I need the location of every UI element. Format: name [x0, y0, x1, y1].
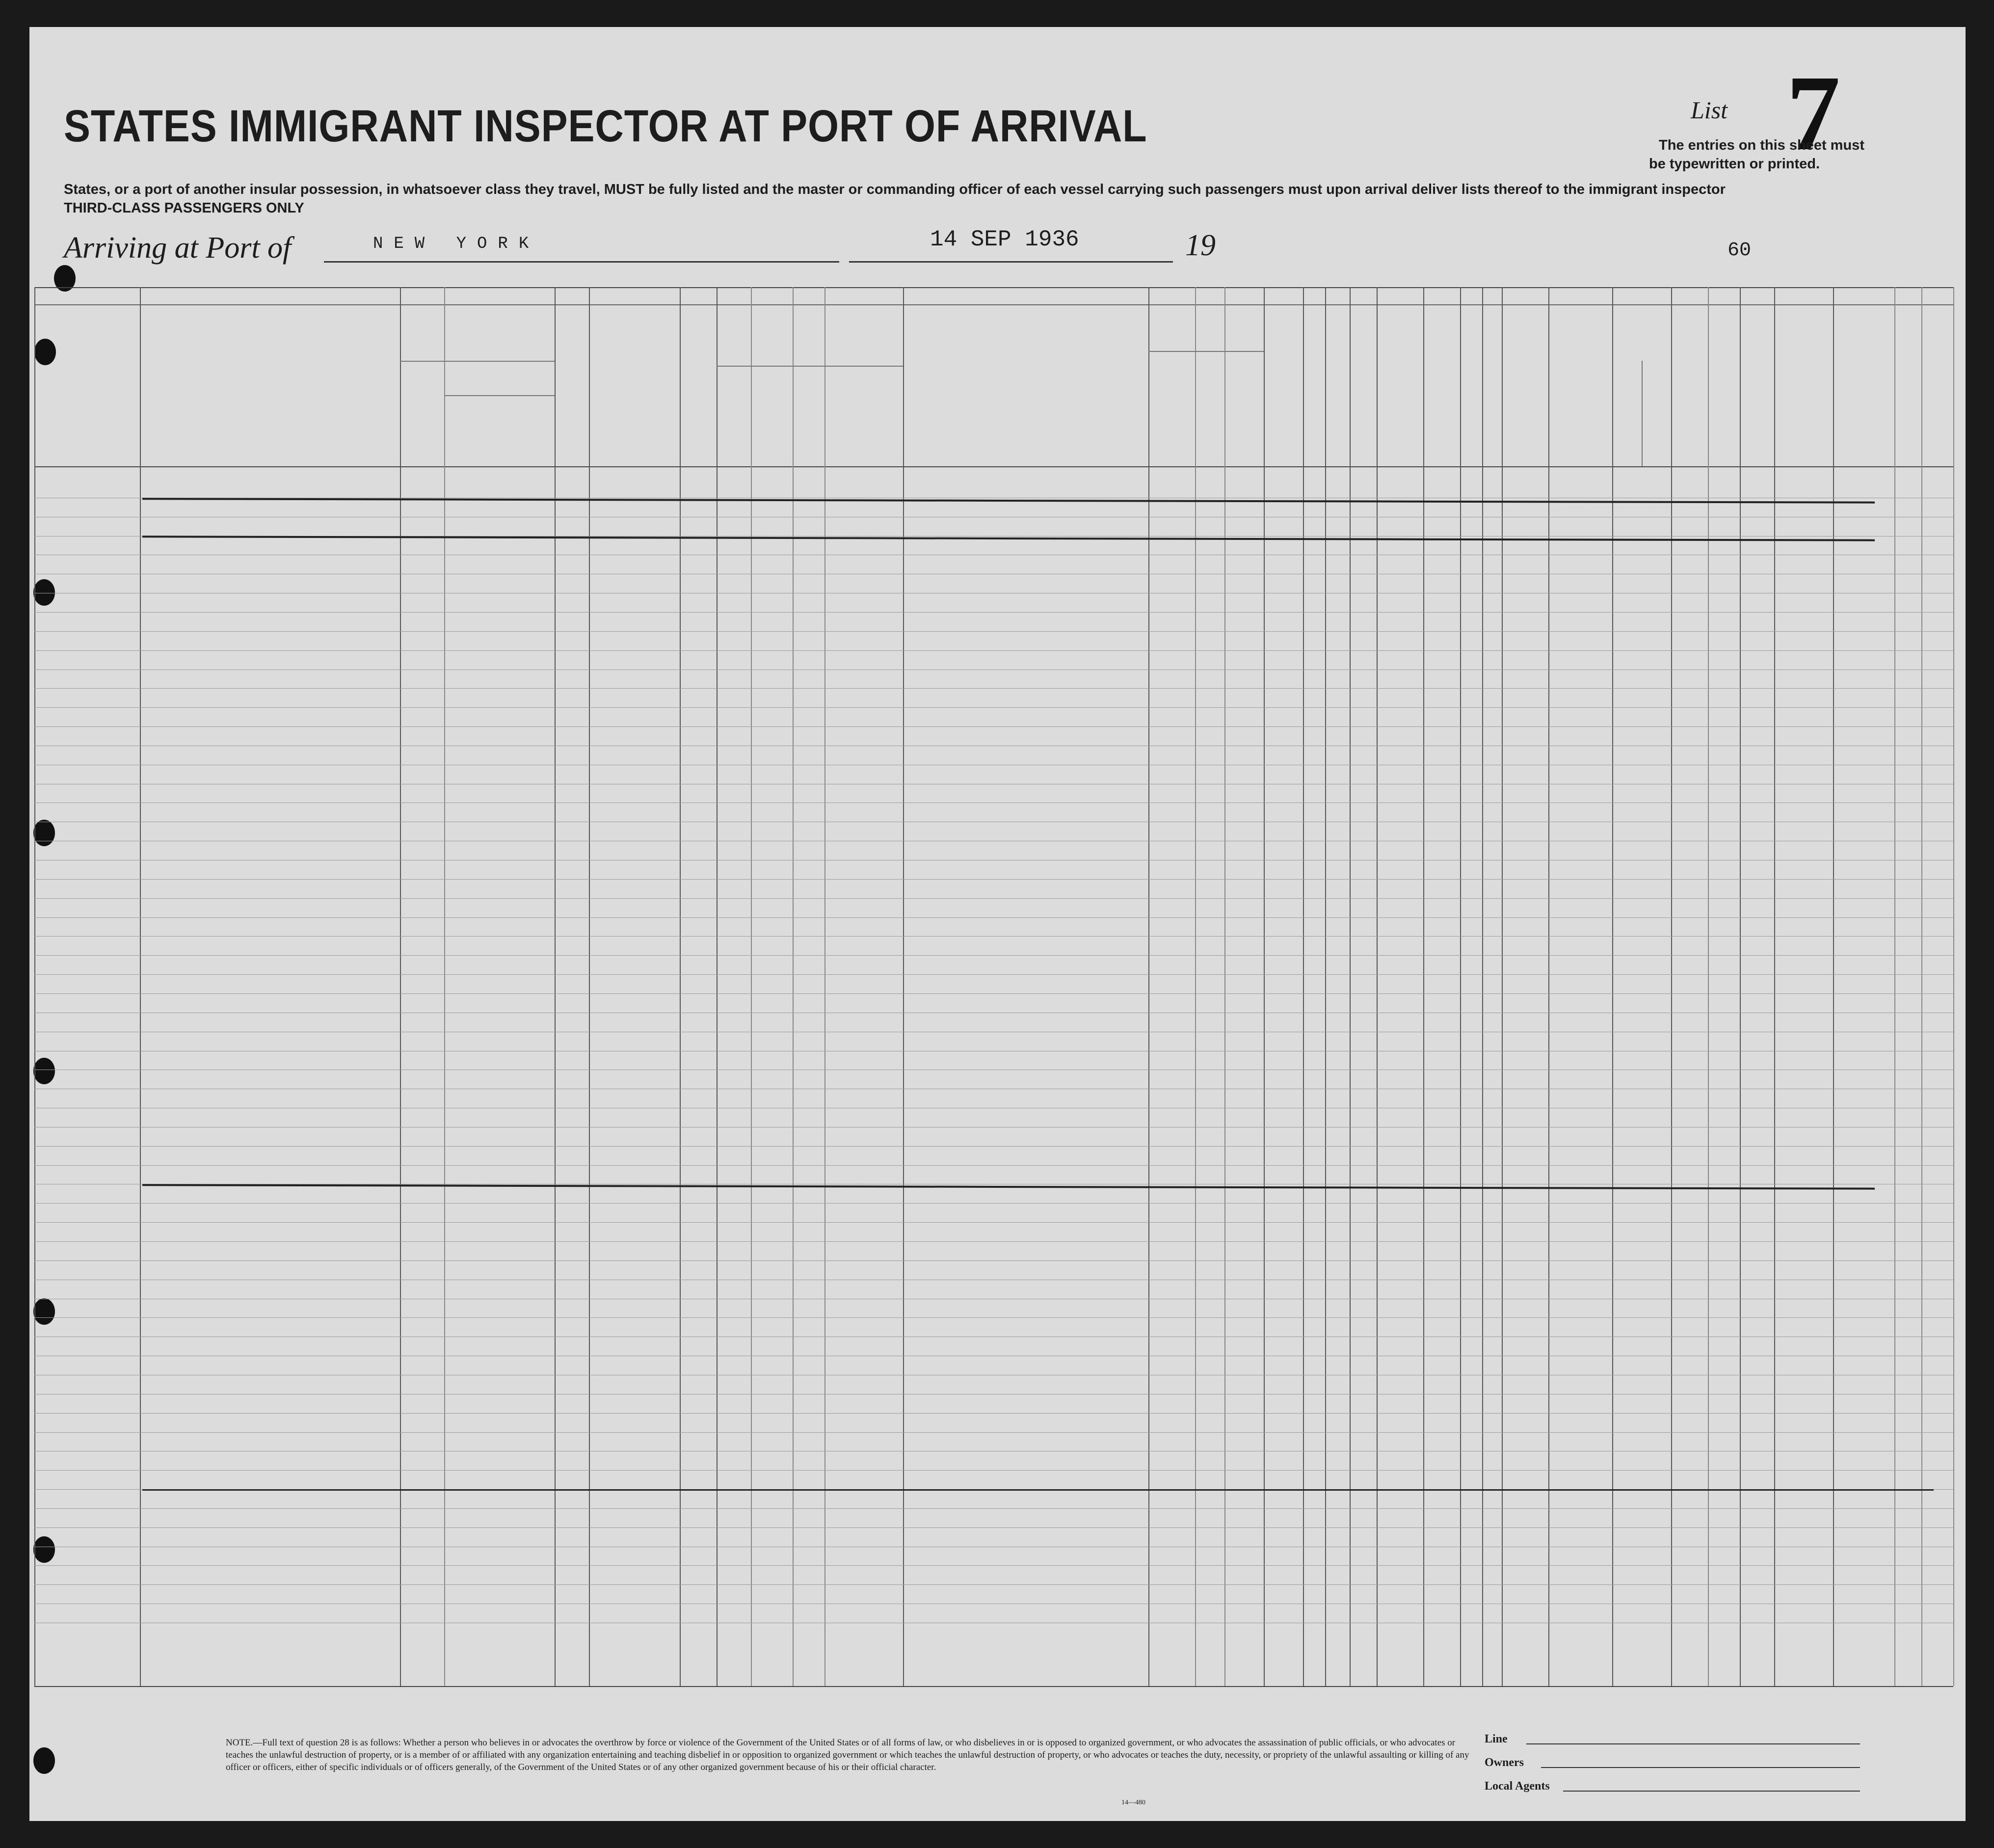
header-prison	[1266, 324, 1301, 461]
rule-line	[34, 612, 1953, 613]
typewritten-instruction-2: be typewritten or printed.	[1649, 156, 1820, 172]
rule-line	[34, 726, 1953, 727]
line-label: Line	[1485, 1733, 1508, 1745]
column-divider	[444, 287, 445, 1686]
binder-hole	[33, 820, 55, 846]
port-underline	[324, 261, 839, 263]
rule-line	[34, 650, 1953, 651]
rule-line	[34, 1165, 1953, 1166]
column-divider	[717, 287, 718, 1686]
rule-line	[34, 1146, 1953, 1147]
column-divider	[1350, 287, 1351, 1686]
subrule	[1148, 351, 1264, 352]
column-divider	[751, 287, 752, 1686]
rule-line	[34, 1413, 1953, 1414]
binder-hole	[33, 1298, 55, 1325]
subrule	[400, 361, 555, 362]
owners-field[interactable]	[1541, 1767, 1860, 1768]
line-field[interactable]	[1526, 1743, 1860, 1744]
column-divider	[589, 287, 590, 1686]
column-divider	[1548, 287, 1549, 1686]
footnote-q28: NOTE.—Full text of question 28 is as follows: Whether a person who believes in or advocates the overthrow by force or violence of the Government of the United States or of all forms of law, or who disbelieves in or is opposed to organized government, or who advocates the assassination of public officials, or who advocates or teaches the unlawful destruction of property, or is a member of or affiliated with any organization entertaining and teaching disbelief in or opposition to organized government or which teaches the unlawful destruction of property, or who advocates or teaches the duty, necessity, or propriety of the unlawful assaulting or killing of any officer or officers, either of specific individuals or of officers generally, of the Government of the United States or of any other organized government because of his or their official character.	[226, 1738, 1469, 1772]
document-title: STATES IMMIGRANT INSPECTOR AT PORT OF ARRIVAL	[64, 101, 1147, 151]
column-divider	[1921, 287, 1922, 1686]
column-divider	[140, 287, 141, 1686]
rule-line	[34, 1317, 1953, 1318]
rule-line	[34, 1470, 1953, 1471]
column-divider	[1740, 287, 1741, 1686]
rule-line	[34, 688, 1953, 689]
column-divider	[1708, 287, 1709, 1686]
column-divider	[903, 287, 904, 1686]
binder-hole	[34, 339, 56, 365]
rule-line	[34, 1241, 1953, 1242]
rule-line	[34, 1508, 1953, 1509]
form-code: 14—480	[1121, 1799, 1145, 1806]
column-divider	[1953, 287, 1954, 1686]
rule-line	[34, 955, 1953, 956]
rule-line	[34, 917, 1953, 918]
column-divider	[1264, 287, 1265, 1686]
local-agents-label: Local Agents	[1485, 1780, 1550, 1793]
column-divider	[680, 287, 681, 1686]
binder-hole	[33, 1536, 55, 1563]
table-top-border	[34, 287, 1953, 288]
list-number: 7	[1786, 53, 1840, 173]
binder-hole	[33, 1058, 55, 1084]
column-divider	[1502, 287, 1503, 1686]
column-divider	[1224, 287, 1225, 1686]
rule-line	[34, 974, 1953, 975]
header-bottom-border	[34, 466, 1953, 467]
column-divider	[1195, 287, 1196, 1686]
header-purpose-c	[1227, 356, 1261, 464]
date-underline	[849, 261, 1173, 263]
column-divider	[1482, 287, 1483, 1686]
header-overthrow	[1355, 324, 1421, 464]
column-divider	[1774, 287, 1775, 1686]
column-divider	[34, 287, 35, 1686]
rule-line	[34, 1432, 1953, 1433]
rule-line	[34, 898, 1953, 899]
typewritten-instruction: The entries on this sheet must	[1659, 137, 1864, 153]
rule-line	[34, 1527, 1953, 1528]
passenger-class: THIRD-CLASS PASSENGERS ONLY	[64, 200, 304, 216]
rule-line	[34, 879, 1953, 880]
document-subtitle: States, or a port of another insular possession, in whatsoever class they travel, MUST be fully listed and the master or commanding officer of each vessel carrying such passengers must upon arrival deliver lists thereof to the immigrant inspector	[64, 182, 1726, 197]
list-label: List	[1691, 96, 1728, 124]
subrule	[717, 366, 903, 367]
rule-line	[34, 631, 1953, 632]
header-arrested	[1485, 324, 1500, 464]
column-divider	[1303, 287, 1304, 1686]
rule-line	[34, 707, 1953, 708]
arriving-label: Arriving at Port of	[64, 231, 292, 265]
rule-line	[34, 1584, 1953, 1585]
header-deported	[1462, 324, 1480, 464]
column-divider	[1148, 287, 1149, 1686]
column-divider	[1833, 287, 1834, 1686]
header-purpose-b	[1197, 356, 1222, 464]
arrival-date: 14 SEP 1936	[930, 227, 1079, 252]
column-divider	[1894, 287, 1895, 1686]
column-divider	[1325, 287, 1326, 1686]
year-prefix: 19	[1185, 229, 1216, 262]
subrule	[1642, 361, 1643, 466]
manifest-sheet	[29, 27, 1966, 1821]
column-divider	[1671, 287, 1672, 1686]
column-divider	[793, 287, 794, 1686]
column-divider	[400, 287, 401, 1686]
table-bottom-border	[34, 1686, 1953, 1687]
column-number-divider	[34, 304, 1953, 305]
rule-line	[34, 1565, 1953, 1566]
column-divider	[1377, 287, 1378, 1686]
subrule	[444, 395, 555, 396]
header-unsuitable	[1426, 324, 1458, 464]
rule-line	[34, 1222, 1953, 1223]
column-divider	[1612, 287, 1613, 1686]
column-divider	[1423, 287, 1424, 1686]
column-divider	[1460, 287, 1461, 1686]
column-divider	[555, 287, 556, 1686]
rule-line	[34, 993, 1953, 994]
rule-line	[34, 936, 1953, 937]
page-number: 60	[1728, 240, 1752, 262]
owners-label: Owners	[1485, 1756, 1524, 1769]
rule-line	[34, 1260, 1953, 1261]
rule-line	[34, 1203, 1953, 1204]
local-agents-field[interactable]	[1563, 1791, 1860, 1792]
binder-hole	[33, 579, 55, 606]
row-27-rule	[142, 1489, 1934, 1491]
header-purpose-a	[1151, 356, 1193, 464]
arrival-port: NEW YORK	[373, 235, 540, 253]
column-divider	[824, 287, 825, 1686]
binder-hole	[33, 1747, 55, 1774]
